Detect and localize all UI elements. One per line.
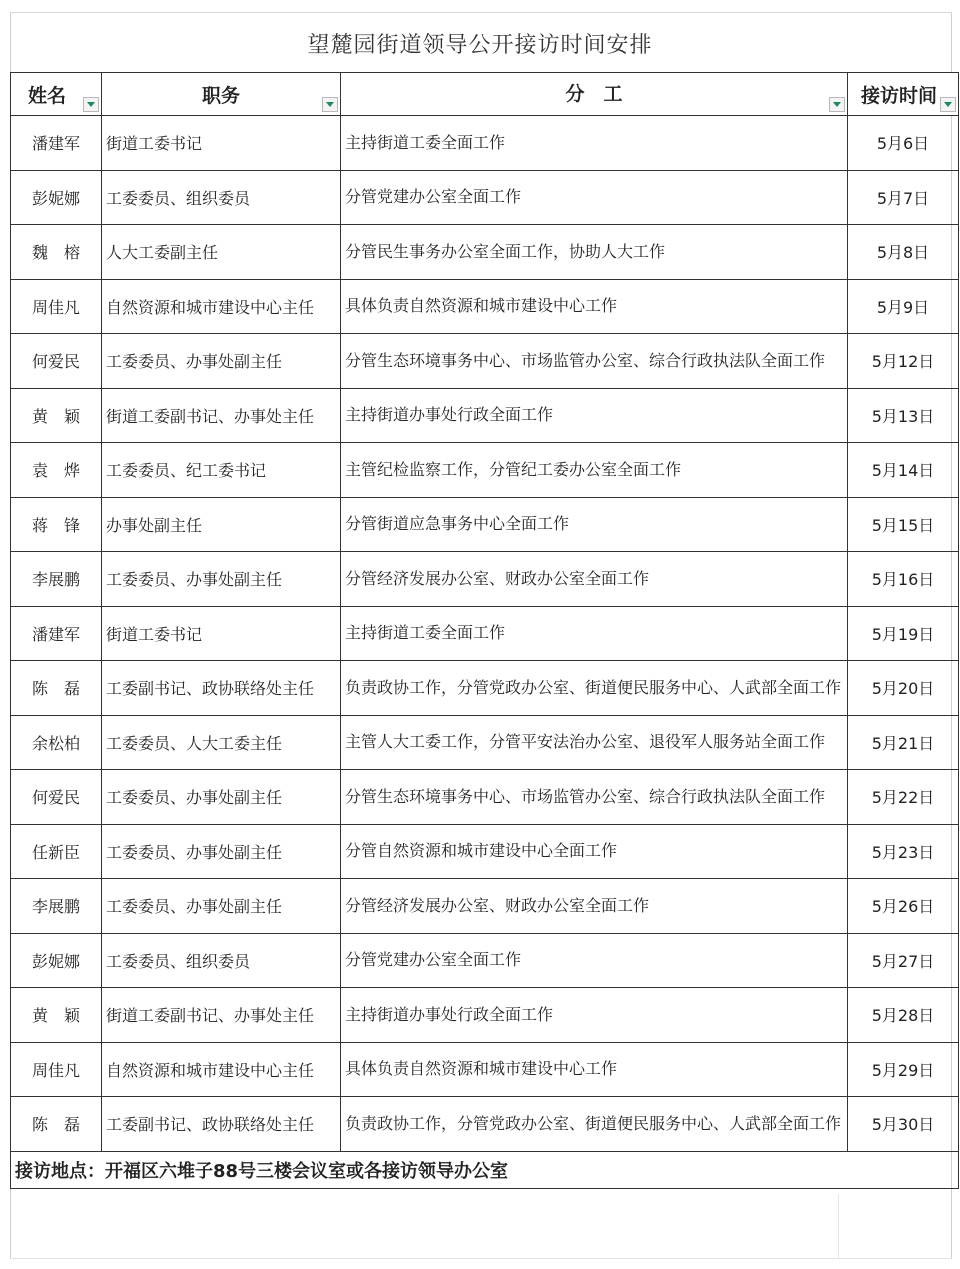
table-row <box>11 606 959 661</box>
cell-post[interactable]: 工委委员、办事处副主任 <box>102 879 341 934</box>
footer-row <box>11 1151 959 1188</box>
cell-time[interactable]: 5月15日 <box>848 497 959 552</box>
cell-name[interactable]: 李展鹏 <box>11 879 102 934</box>
table-row <box>11 988 959 1043</box>
cell-name[interactable]: 李展鹏 <box>11 552 102 607</box>
cell-duty[interactable]: 负责政协工作，分管党政办公室、街道便民服务中心、人武部全面工作 <box>341 1097 848 1152</box>
filter-dropdown-icon[interactable] <box>940 97 956 112</box>
cell-duty[interactable]: 分管民生事务办公室全面工作，协助人大工作 <box>341 225 848 280</box>
table-row <box>11 879 959 934</box>
cell-post[interactable]: 工委委员、办事处副主任 <box>102 334 341 389</box>
visit-location-note[interactable]: 接访地点：开福区六堆子88号三楼会议室或各接访领导办公室 <box>11 1151 959 1188</box>
cell-duty[interactable]: 主持街道办事处行政全面工作 <box>341 988 848 1043</box>
cell-name[interactable]: 袁 烨 <box>11 443 102 498</box>
cell-time[interactable]: 5月9日 <box>848 279 959 334</box>
cell-name[interactable]: 蒋 锋 <box>11 497 102 552</box>
column-header-name-label: 姓名 <box>27 84 66 107</box>
cell-name[interactable]: 彭妮娜 <box>11 933 102 988</box>
cell-name[interactable]: 周佳凡 <box>11 279 102 334</box>
cell-post[interactable]: 街道工委副书记、办事处主任 <box>102 988 341 1043</box>
cell-post[interactable]: 街道工委副书记、办事处主任 <box>102 388 341 443</box>
cell-post[interactable]: 工委委员、人大工委主任 <box>102 715 341 770</box>
cell-time[interactable]: 5月27日 <box>848 933 959 988</box>
cell-post[interactable]: 办事处副主任 <box>102 497 341 552</box>
cell-time[interactable]: 5月29日 <box>848 1042 959 1097</box>
cell-time[interactable]: 5月20日 <box>848 661 959 716</box>
cell-name[interactable]: 黄 颖 <box>11 388 102 443</box>
table-row <box>11 388 959 443</box>
filter-dropdown-icon[interactable] <box>83 97 99 112</box>
schedule-table <box>10 72 959 1189</box>
cell-time[interactable]: 5月12日 <box>848 334 959 389</box>
cell-name[interactable]: 余松柏 <box>11 715 102 770</box>
cell-duty[interactable]: 主管纪检监察工作，分管纪工委办公室全面工作 <box>341 443 848 498</box>
cell-time[interactable]: 5月23日 <box>848 824 959 879</box>
cell-name[interactable]: 黄 颖 <box>11 988 102 1043</box>
filter-dropdown-icon[interactable] <box>829 97 845 112</box>
cell-name[interactable]: 何爱民 <box>11 770 102 825</box>
gridline <box>838 1194 839 1258</box>
table-row <box>11 279 959 334</box>
cell-time[interactable]: 5月8日 <box>848 225 959 280</box>
cell-name[interactable]: 周佳凡 <box>11 1042 102 1097</box>
sheet-bottom-border <box>10 1258 950 1259</box>
column-header-post <box>102 73 341 116</box>
table-row <box>11 116 959 171</box>
cell-duty[interactable]: 分管自然资源和城市建设中心全面工作 <box>341 824 848 879</box>
cell-duty[interactable]: 分管党建办公室全面工作 <box>341 933 848 988</box>
cell-post[interactable]: 街道工委书记 <box>102 606 341 661</box>
cell-name[interactable]: 陈 磊 <box>11 1097 102 1152</box>
cell-name[interactable]: 潘建军 <box>11 606 102 661</box>
cell-name[interactable]: 魏 榕 <box>11 225 102 280</box>
table-row <box>11 334 959 389</box>
cell-name[interactable]: 潘建军 <box>11 116 102 171</box>
cell-duty[interactable]: 具体负责自然资源和城市建设中心工作 <box>341 1042 848 1097</box>
cell-time[interactable]: 5月30日 <box>848 1097 959 1152</box>
cell-name[interactable]: 何爱民 <box>11 334 102 389</box>
cell-post[interactable]: 工委委员、办事处副主任 <box>102 824 341 879</box>
cell-post[interactable]: 工委副书记、政协联络处主任 <box>102 1097 341 1152</box>
table-row <box>11 1042 959 1097</box>
cell-duty[interactable]: 分管经济发展办公室、财政办公室全面工作 <box>341 879 848 934</box>
column-header-duty <box>341 73 848 116</box>
column-header-duty-label: 分 工 <box>565 83 623 105</box>
cell-duty[interactable]: 分管街道应急事务中心全面工作 <box>341 497 848 552</box>
cell-post[interactable]: 工委委员、组织委员 <box>102 933 341 988</box>
cell-post[interactable]: 工委委员、办事处副主任 <box>102 552 341 607</box>
cell-time[interactable]: 5月13日 <box>848 388 959 443</box>
cell-name[interactable]: 彭妮娜 <box>11 170 102 225</box>
cell-time[interactable]: 5月21日 <box>848 715 959 770</box>
cell-post[interactable]: 街道工委书记 <box>102 116 341 171</box>
cell-duty[interactable]: 主持街道办事处行政全面工作 <box>341 388 848 443</box>
cell-duty[interactable]: 分管生态环境事务中心、市场监管办公室、综合行政执法队全面工作 <box>341 334 848 389</box>
table-row <box>11 1097 959 1152</box>
cell-duty[interactable]: 主管人大工委工作，分管平安法治办公室、退役军人服务站全面工作 <box>341 715 848 770</box>
cell-post[interactable]: 人大工委副主任 <box>102 225 341 280</box>
column-header-post-label: 职务 <box>201 84 240 107</box>
cell-time[interactable]: 5月14日 <box>848 443 959 498</box>
table-row <box>11 824 959 879</box>
cell-time[interactable]: 5月6日 <box>848 116 959 171</box>
cell-duty[interactable]: 主持街道工委全面工作 <box>341 116 848 171</box>
header-row <box>11 73 959 116</box>
table-row <box>11 552 959 607</box>
column-header-time <box>848 73 959 116</box>
cell-time[interactable]: 5月7日 <box>848 170 959 225</box>
table-row <box>11 661 959 716</box>
cell-time[interactable]: 5月28日 <box>848 988 959 1043</box>
cell-post[interactable]: 工委委员、纪工委书记 <box>102 443 341 498</box>
column-header-time-label: 接访时间 <box>860 84 937 107</box>
cell-post[interactable]: 工委委员、组织委员 <box>102 170 341 225</box>
filter-dropdown-icon[interactable] <box>322 97 338 112</box>
table-row <box>11 170 959 225</box>
cell-post[interactable]: 工委副书记、政协联络处主任 <box>102 661 341 716</box>
table-row <box>11 225 959 280</box>
page-title: 望麓园街道领导公开接访时间安排 <box>307 32 653 58</box>
cell-duty[interactable]: 主持街道工委全面工作 <box>341 606 848 661</box>
cell-duty[interactable]: 分管生态环境事务中心、市场监管办公室、综合行政执法队全面工作 <box>341 770 848 825</box>
cell-time[interactable]: 5月22日 <box>848 770 959 825</box>
table-row <box>11 933 959 988</box>
column-header-name <box>11 73 102 116</box>
cell-post[interactable]: 自然资源和城市建设中心主任 <box>102 279 341 334</box>
cell-duty[interactable]: 分管党建办公室全面工作 <box>341 170 848 225</box>
cell-post[interactable]: 工委委员、办事处副主任 <box>102 770 341 825</box>
cell-time[interactable]: 5月19日 <box>848 606 959 661</box>
table-row <box>11 497 959 552</box>
table-row <box>11 443 959 498</box>
cell-time[interactable]: 5月16日 <box>848 552 959 607</box>
table-row <box>11 715 959 770</box>
table-row <box>11 770 959 825</box>
cell-name[interactable]: 任新臣 <box>11 824 102 879</box>
cell-duty[interactable]: 负责政协工作，分管党政办公室、街道便民服务中心、人武部全面工作 <box>341 661 848 716</box>
cell-post[interactable]: 自然资源和城市建设中心主任 <box>102 1042 341 1097</box>
cell-duty[interactable]: 分管经济发展办公室、财政办公室全面工作 <box>341 552 848 607</box>
cell-name[interactable]: 陈 磊 <box>11 661 102 716</box>
cell-duty[interactable]: 具体负责自然资源和城市建设中心工作 <box>341 279 848 334</box>
cell-time[interactable]: 5月26日 <box>848 879 959 934</box>
